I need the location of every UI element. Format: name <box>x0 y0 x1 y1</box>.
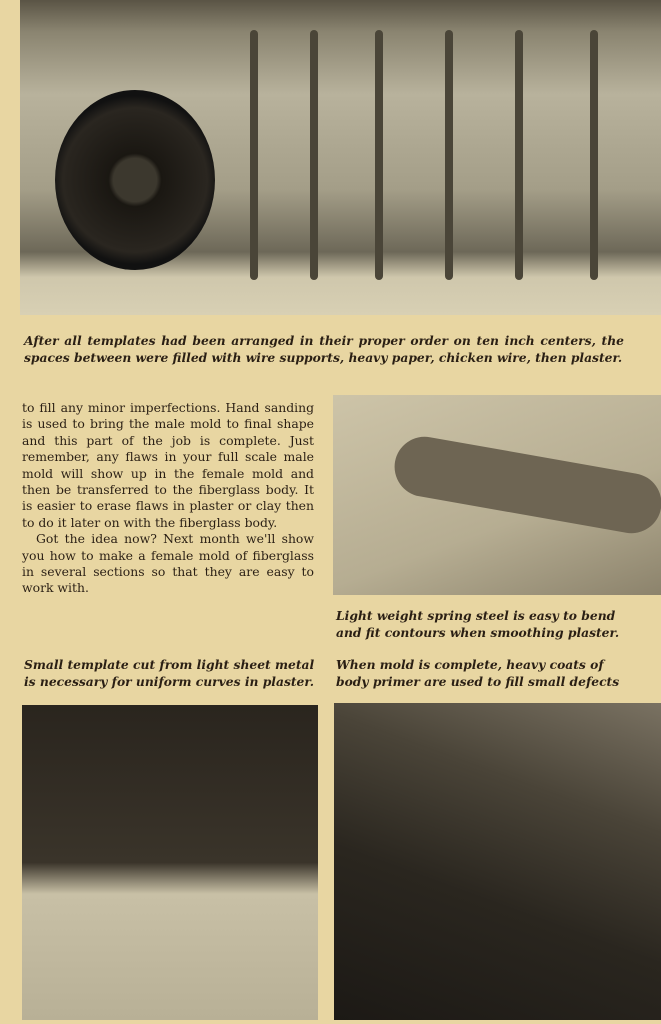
photo-spring-steel <box>333 395 661 595</box>
caption-spring-steel: Light weight spring steel is easy to bend and fit contours when smoothing plaster. <box>336 608 620 640</box>
template-rib <box>250 30 258 280</box>
template-rib <box>445 30 453 280</box>
template-rib <box>590 30 598 280</box>
template-rib <box>310 30 318 280</box>
article-body <box>22 400 314 597</box>
wheel <box>55 90 215 270</box>
caption-template: Small template cut from light sheet metal is necessary for uniform curves in plaster. <box>24 657 315 689</box>
caption-top: After all templates had been arranged in their proper order on ten inch centers, the spaces between were filled with wire supports, heavy paper, chicken wire, then plaster. <box>24 333 624 365</box>
paragraph: Got the idea now? Next month we'll show you how to make a female mold of fiberglass in several sections so that they are easy to work with. <box>22 531 314 596</box>
template-rib <box>515 30 523 280</box>
paragraph: to fill any minor imperfections. Hand sanding is used to bring the male mold to final shape and this part of the job is complete. Just remember, any flaws in your full scale male mold will show up in the female mold and then be transferred to the fiberglass body. It is easier to erase flaws in plaster or clay then to do it later on with the fiberglass body. <box>22 400 314 530</box>
photo-spraying-primer <box>334 703 661 1020</box>
photo-car-body-templates <box>20 0 661 315</box>
arm <box>390 432 661 538</box>
template-rib <box>375 30 383 280</box>
caption-primer: When mold is complete, heavy coats of body primer are used to fill small defects <box>336 657 620 689</box>
photo-sheet-metal-template <box>22 705 318 1020</box>
